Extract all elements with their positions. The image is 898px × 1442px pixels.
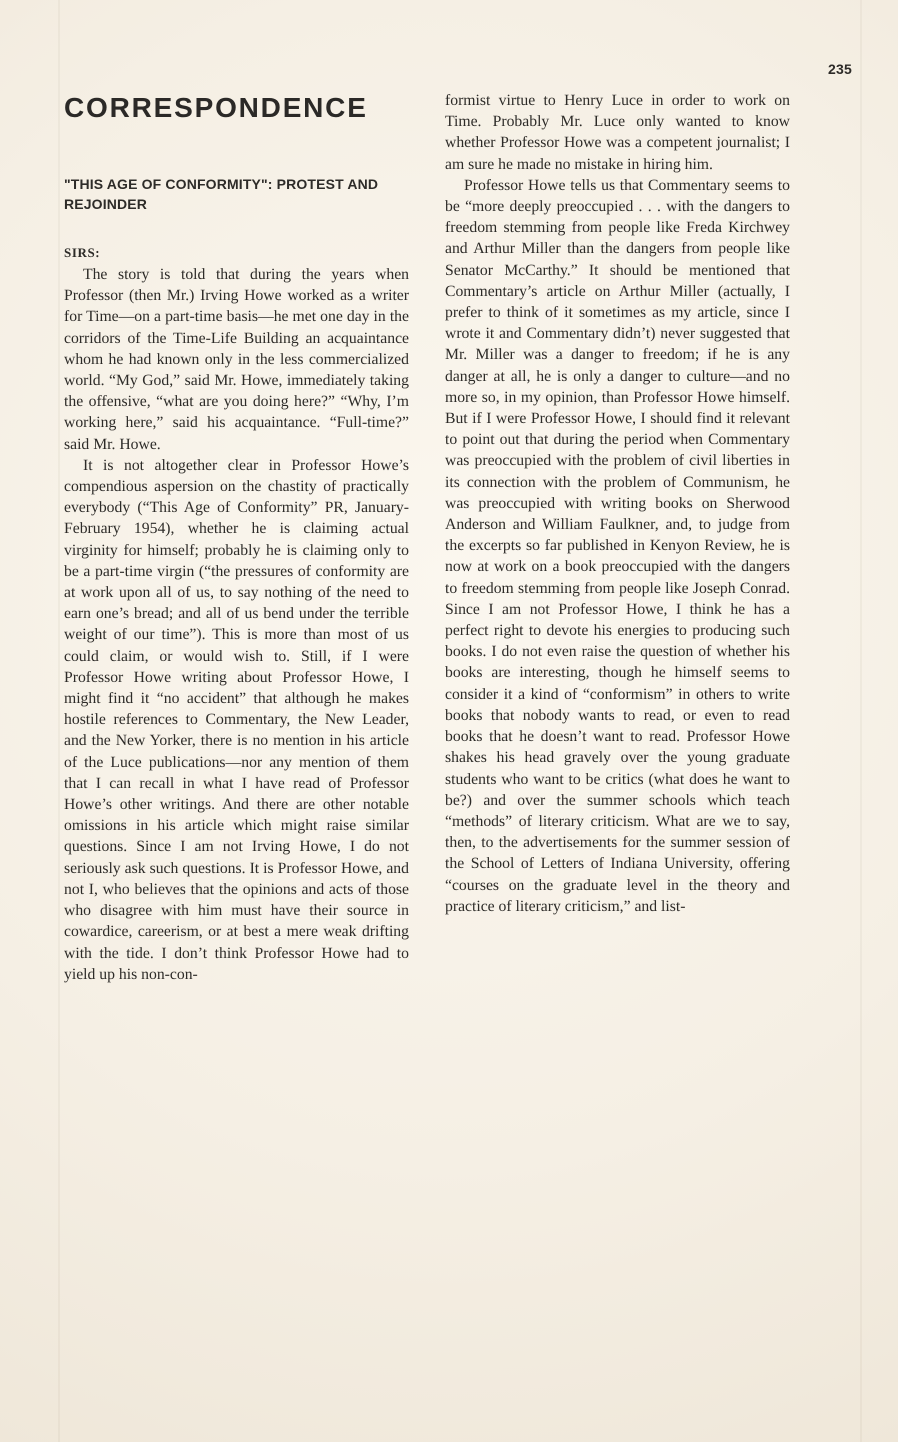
right-text-column [445,90,790,917]
page-edge-shadow [860,0,862,1442]
body-paragraph: formist virtue to Henry Luce in order to work on Time. Probably Mr. Luce only wanted to know whether Professor Howe was a competent journalist; I am sure he made no mistake in hiring him. [445,92,790,173]
body-paragraph: It is not altogether clear in Professor Howe’s compendious aspersion on the chastity of practically everybody (“This Age of Conformity” PR, January-February 1954), whether he is claiming actual virginity for himself; probably he is claiming only to be a part-time virgin (“the pressures of conformity are at work upon all of us, to say nothing of the need to earn one’s bread; and all of us bend under the terrible weight of our time”). This is more than most of us could claim, or would wish to. Still, if I were Professor Howe writing about Professor Howe, I might find it “no accident” that although he makes hostile references to Commentary, the New Leader, and the New Yorker, there is no mention in his article of the Luce publications—nor any mention of them that I can recall in what I have read of Professor Howe’s other writings. And there are other notable omissions in his article which might raise similar questions. Since I am not Irving Howe, I do not seriously ask such questions. It is Professor Howe, and not I, who believes that the opinions and acts of those who disagree with him must have their source in cowardice, careerism, or at best a mere weak drifting with the tide. I don’t think Professor Howe had to yield up his non-con- [64,456,409,983]
salutation: SIRS: [64,245,101,260]
article-title: "THIS AGE OF CONFORMITY": PROTEST AND REJOINDER [64,176,379,212]
page-number: 235 [828,61,852,77]
page-edge-shadow [58,0,60,1442]
section-title: CORRESPONDENCE [64,92,368,123]
body-paragraph: The story is told that during the years when Professor (then Mr.) Irving Howe worked as a writer for Time—on a part-time basis—he met one day in the corridors of the Time-Life Building an acquaintance whom he had known only in the less commercialized world. “My God,” said Mr. Howe, immediately taking the offensive, “what are you doing here?” “Why, I’m working here,” said his acquaintance. “Full-time?” said Mr. Howe. [64,266,409,453]
body-paragraph: Professor Howe tells us that Commentary seems to be “more deeply preoccupied . . . with the dangers to freedom stemming from people like Freda Kirchwey and Arthur Miller than the dangers from people like Senator McCarthy.” It should be mentioned that Commentary’s article on Arthur Miller (actually, I prefer to think of it sometimes as my article, since I wrote it and Commentary didn’t) never suggested that Mr. Miller was a danger to freedom; if he is any danger at all, he is only a danger to culture—and no more so, in my opinion, than Professor Howe himself. But if I were Professor Howe, I should find it relevant to point out that during the period when Commentary was preoccupied with the problem of civil liberties in its connection with the problem of Communism, he was preoccupied with writing books on Sherwood Anderson and William Faulkner, and, to judge from the excerpts so far published in Kenyon Review, he is now at work on a book preoccupied with the dangers to freedom stemming from people like Joseph Conrad. Since I am not Professor Howe, I think he has a perfect right to devote his energies to producing such books. I do not even raise the question of whether his books are interesting, though he himself seems to consider it a kind of “conformism” in others to write books that nobody wants to read, or even to read books that he doesn’t want to read. Professor Howe shakes his head gravely over the young graduate students who want to be critics (what does he want to be?) and over the summer schools which teach “methods” of literary criticism. What are we to say, then, to the advertisements for the summer session of the School of Letters of Indiana University, offering “courses on the graduate level in the theory and practice of literary criticism,” and list- [445,176,790,915]
left-text-column [64,242,409,985]
